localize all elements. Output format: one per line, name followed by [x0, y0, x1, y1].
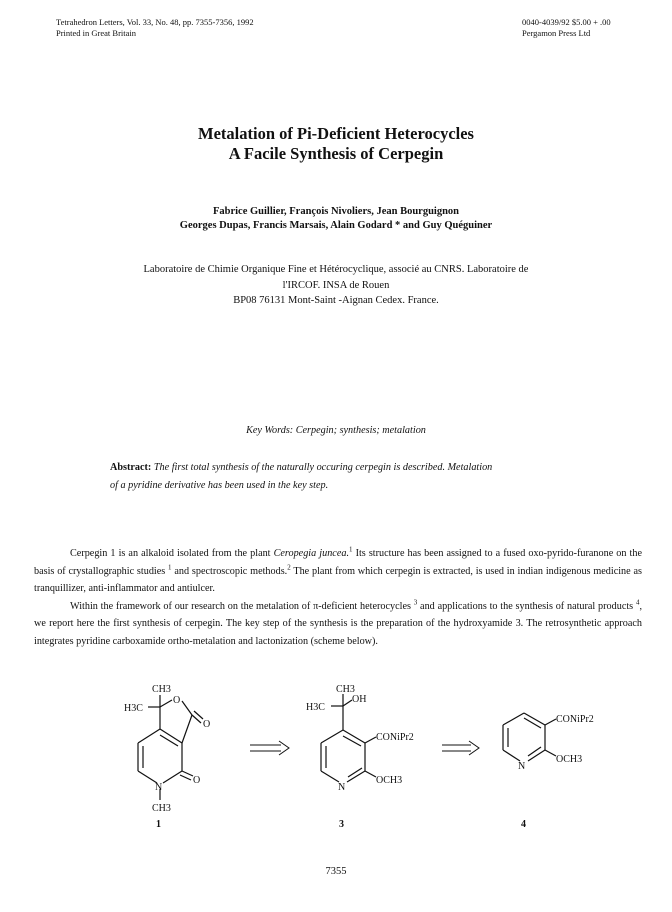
authors-line-1: Fabrice Guillier, François Nivoliers, Jean Bourguignon: [212, 206, 460, 217]
retrosynthesis-scheme: [0, 680, 672, 830]
printed-line: Printed in Great Britain: [56, 28, 137, 38]
p2-text-a: Within the framework of our research on the metalation of π-deficient heterocycles: [70, 600, 414, 612]
c1-label-ch3-n: CH3: [152, 803, 171, 814]
journal-citation: [56, 17, 254, 39]
paper-title: [0, 124, 672, 164]
compound-4-labels: [518, 714, 594, 830]
compound-4-structure: [503, 713, 556, 761]
c1-label-h3c: H3C: [124, 703, 143, 714]
keywords: Key Words: Cerpegin; synthesis; metalation: [246, 425, 426, 436]
body-text: [34, 545, 642, 650]
affiliation-line-1: Laboratoire de Chimie Organique Fine et Hétérocyclique, associé au CNRS. Laboratoire de: [143, 264, 529, 275]
retro-arrow-1: [250, 741, 289, 755]
p1-text-b: Its structure has been assigned to a fused oxo-pyrido-furanone on the basis of crystallographic studies: [34, 548, 642, 577]
page-number: 7355: [325, 866, 347, 877]
title-line-1: Metalation of Pi-Deficient Heterocycles: [198, 124, 474, 143]
affiliation-line-3: BP08 76131 Mont-Saint -Aignan Cedex. France.: [233, 295, 439, 306]
abstract-line-2: of a pyridine derivative has been used in the key step.: [110, 480, 329, 491]
p1-text-a: Cerpegin 1 is an alkaloid isolated from the plant: [70, 548, 274, 559]
c1-label-o-pyridone: O: [193, 775, 201, 786]
p1-text-c: and spectroscopic methods.: [171, 565, 288, 577]
compound-4-number: 4: [521, 819, 526, 830]
p2-text-b: and applications to the synthesis of natural products: [417, 600, 636, 612]
journal-line: Tetrahedron Letters, Vol. 33, No. 48, pp. 7355-7356, 1992: [56, 17, 254, 27]
compound-3-number: 3: [339, 819, 344, 830]
compound-1-number: 1: [156, 819, 161, 830]
c4-label-ome: OCH3: [556, 754, 583, 765]
ref-marker: 2: [287, 563, 291, 572]
c1-label-o-carbonyl: O: [203, 719, 211, 730]
issn-line: 0040-4039/92 $5.00 + .00: [522, 17, 611, 27]
c1-label-ch3-top: CH3: [152, 684, 171, 695]
ref-marker: 3: [413, 598, 418, 607]
c3-label-h3c: H3C: [306, 702, 325, 713]
p2-text-c: , we report here the first synthesis of cerpegin. The key step of the synthesis is the preparation of the hydroxyamide 3. The retrosynthetic approach integrates pyridine carboxamide ortho-metalation and lactonization (scheme below).: [34, 600, 642, 647]
abstract: [110, 459, 570, 495]
abstract-label: Abstract:: [110, 462, 152, 473]
publisher-line: Pergamon Press Ltd: [522, 28, 591, 38]
ref-marker: 1: [349, 545, 353, 554]
publisher-info: [522, 17, 672, 39]
compound-1-labels: [124, 684, 210, 830]
ref-marker: 1: [168, 563, 172, 572]
author-list: [0, 205, 672, 233]
c1-label-o-ring: O: [173, 695, 181, 706]
paragraph-2: [34, 598, 642, 651]
c3-label-amide: CONiPr2: [376, 732, 414, 743]
c3-label-oh: OH: [352, 694, 367, 705]
species-name: Ceropegia juncea.: [273, 548, 349, 559]
c4-label-amide: CONiPr2: [556, 714, 594, 725]
c3-label-ch3-top: CH3: [336, 684, 355, 695]
abstract-line-1: The first total synthesis of the naturally occuring cerpegin is described. Metalation: [153, 462, 493, 473]
compound-3-labels: [306, 684, 414, 830]
c3-label-ome: OCH3: [376, 775, 403, 786]
title-line-2: A Facile Synthesis of Cerpegin: [228, 144, 444, 163]
c4-label-n: N: [518, 761, 526, 772]
affiliation-line-2: l'IRCOF. INSA de Rouen: [282, 279, 390, 291]
ref-marker: 4: [635, 598, 640, 607]
affiliation: [110, 262, 562, 309]
compound-3-structure: [321, 694, 376, 782]
paragraph-1: [34, 545, 642, 598]
retro-arrow-2: [442, 741, 479, 755]
c3-label-n: N: [338, 782, 346, 793]
p1-text-d: The plant from which cerpegin is extracted, is used in indian indigenous medicine as tranquillizer, anti-inflammator and antiulcer.: [34, 565, 642, 594]
authors-line-2: Georges Dupas, Francis Marsais, Alain Godard * and Guy Quéguiner: [179, 220, 493, 231]
c1-label-n: N: [155, 782, 163, 793]
